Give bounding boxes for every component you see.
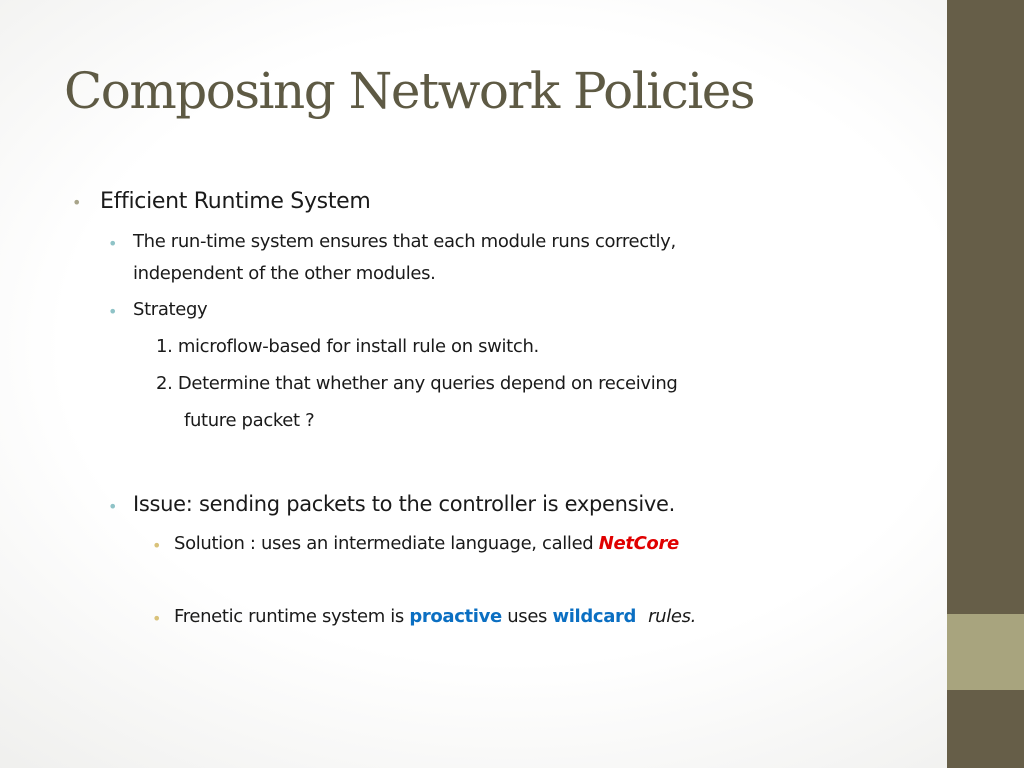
runtime-description-line2: independent of the other modules. <box>133 263 436 284</box>
bullet-icon: • <box>72 193 82 212</box>
frenetic-text: Frenetic runtime system is <box>174 606 410 627</box>
bullet-icon: • <box>108 497 118 516</box>
bullet-icon: • <box>108 234 118 253</box>
strategy-step-1: 1. microflow-based for install rule on switch. <box>156 336 539 357</box>
bullet-efficient-runtime: Efficient Runtime System <box>100 189 371 214</box>
bullet-icon: • <box>152 609 162 628</box>
page-title: Composing Network Policies <box>64 62 755 120</box>
bullet-icon: • <box>108 302 118 321</box>
sidebar-decoration <box>947 0 1024 768</box>
solution-text: Solution : uses an intermediate language, called <box>174 533 599 554</box>
rules-text: rules. <box>648 606 696 627</box>
strategy-step-2-line1: 2. Determine that whether any queries depend on receiving <box>156 373 678 394</box>
sidebar-accent-block <box>947 614 1024 690</box>
bullet-strategy: Strategy <box>133 299 208 320</box>
frenetic-uses-text: uses <box>501 606 553 627</box>
bullet-icon: • <box>152 536 162 555</box>
bullet-issue: Issue: sending packets to the controller is expensive. <box>133 492 675 516</box>
runtime-description-line1: The run-time system ensures that each module runs correctly, <box>133 231 676 252</box>
proactive-keyword: proactive <box>409 606 502 627</box>
strategy-step-2-line2: future packet ? <box>184 410 315 431</box>
bullet-solution <box>174 533 679 554</box>
bullet-frenetic <box>174 606 696 627</box>
wildcard-keyword: wildcard <box>552 606 637 627</box>
netcore-keyword: NetCore <box>598 533 679 554</box>
